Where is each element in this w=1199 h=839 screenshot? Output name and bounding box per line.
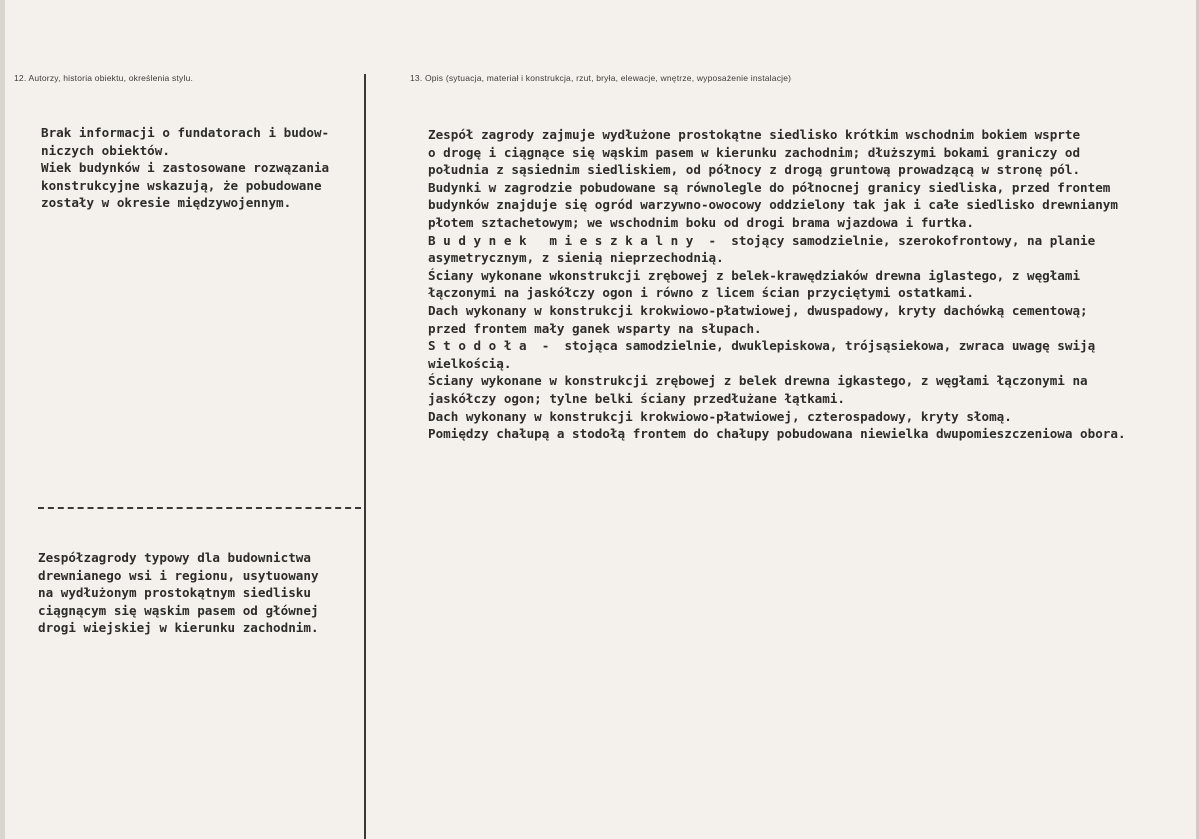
column-divider xyxy=(364,74,366,839)
authors-history-text: Brak informacji o fundatorach i budow- niczych obiektów. Wiek budynków i zastosowane rozwązania konstrukcyjne wskazują, że pobudowane zostały w okresie międzywojennym. xyxy=(41,125,330,211)
style-definition-text: Zespółzagrody typowy dla budownictwa drewnianego wsi i regionu, usytuowany na wydłużonym prostokątnym siedlisku ciągnącym się wąskim pasem od głównej drogi wiejskiej w kierunku zachodnim. xyxy=(38,550,319,636)
section-13-header: 13. Opis (sytuacja, materiał i konstrukcja, rzut, bryła, elewacje, wnętrze, wyposażenie instalacje) xyxy=(410,73,792,83)
page-edge-left xyxy=(0,0,5,839)
description-text: Zespół zagrody zajmuje wydłużone prostokątne siedlisko krótkim wschodnim bokiem wsprte o drogę i ciągnące się wąskim pasem w kierunku zachodnim; dłuższymi bokami graniczy od południa z sąsiednim siedliskiem, od północy z drogą gruntową prowadzącą w stronę pól. Budynki w zagrodzie pobudowane są równolegle do północnej granicy siedliska, przed frontem budynków znajduje się ogród warzywno-owocowy oddzielony tak jak i całe siedlisko drewnianym płotem sztachetowym; we wschodnim boku od drogi brama wjazdowa i furtka. B u d y n e k m i e s z k a l n y - stojący samodzielnie, szerokofrontowy, na planie asymetrycznym, z sienią nieprzechodnią. Ściany wykonane wkonstrukcji zrębowej z belek-krawędziaków drewna iglastego, z węgłami łączonymi na jaskółczy ogon i równo z licem ścian przyciętymi ostatkami. Dach wykonany w konstrukcji krokwiowo-płatwiowej, dwuspadowy, kryty dachówką cementową; przed frontem mały ganek wsparty na słupach. S t o d o ł a - stojąca samodzielnie, dwuklepiskowa, trójsąsiekowa, zwraca uwagę swiją wielkością. Ściany wykonane w konstrukcji zrębowej z belek drewna igkastego, z węgłami łączonymi na jaskółczy ogon; tylne belki ściany przedłużane łątkami. Dach wykonany w konstrukcji krokwiowo-płatwiowej, czterospadowy, kryty słomą. Pomiędzy chałupą a stodołą frontem do chałupy pobudowana niewielka dwupomieszczeniowa obora. xyxy=(428,127,1126,442)
dashed-separator xyxy=(38,507,361,509)
section-12-header: 12. Autorzy, historia obiektu, określenia stylu. xyxy=(14,73,194,83)
